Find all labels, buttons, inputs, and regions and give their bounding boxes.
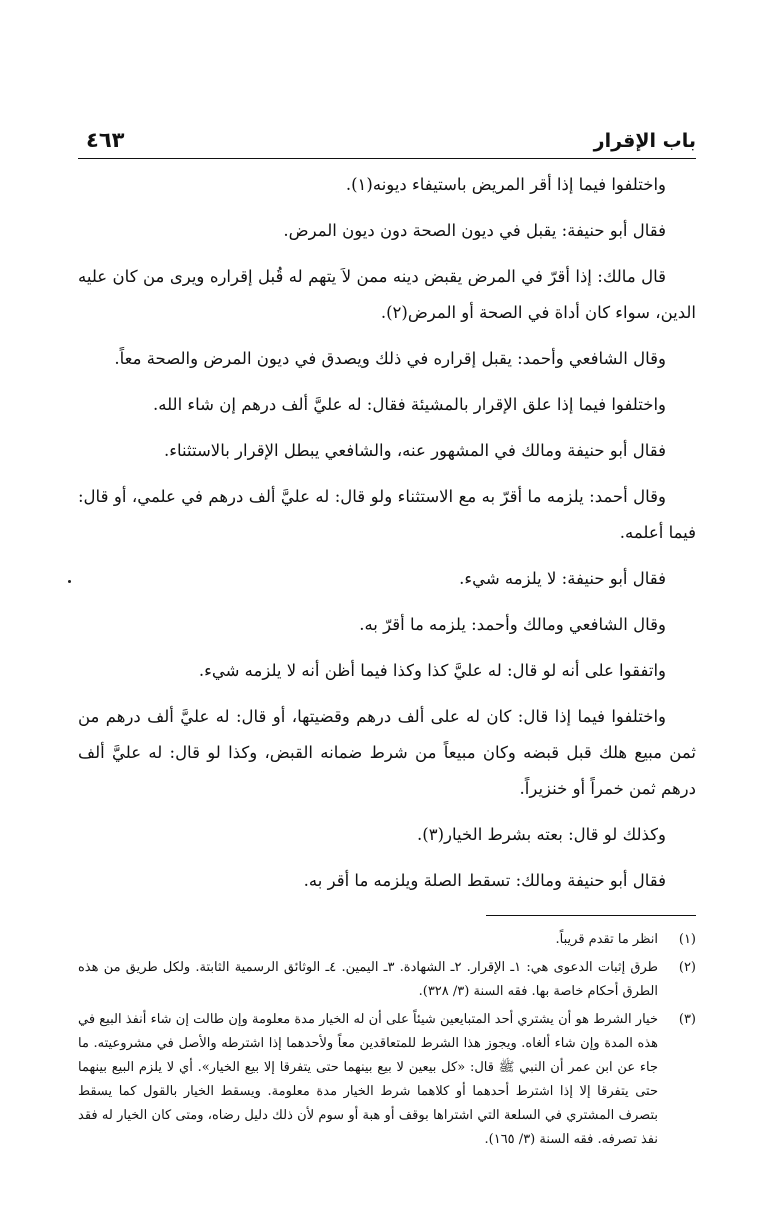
paragraph: فقال أبو حنيفة ومالك: تسقط الصلة ويلزمه ما أقر به. [303, 871, 666, 890]
footnote [78, 956, 696, 1004]
paragraph: واتفقوا على أنه لو قال: له عليَّ كذا وكذا فيما أظن أنه لا يلزمه شيء. [198, 661, 666, 680]
footnote-number: (٣) [678, 1012, 696, 1027]
paragraph: واختلفوا فيما إذا علق الإقرار بالمشيئة فقال: له عليَّ ألف درهم إن شاء الله. [152, 395, 666, 414]
paragraph: فقال أبو حنيفة ومالك في المشهور عنه، والشافعي يبطل الإقرار بالاستثناء. [163, 441, 666, 460]
footnote [78, 1008, 696, 1152]
paragraph: واختلفوا فيما إذا قال: كان له على ألف درهم وقضيتها، أو قال: له عليَّ ألف درهم من ثمن مبيع هلك قبل قبضه وكان مبيعاً من شرط ضمانه القبض، وكذا لو قال: له عليَّ ألف درهم ثمن خمراً أو خنزيراً. [78, 707, 696, 798]
paragraph: واختلفوا فيما إذا أقر المريض باستيفاء ديونه(١). [345, 175, 666, 194]
main-text [78, 167, 696, 899]
paragraph: فقال أبو حنيفة: يقبل في ديون الصحة دون ديون المرض. [283, 221, 666, 240]
footnotes [78, 928, 696, 1152]
footnote-text: انظر ما تقدم قريباً. [555, 932, 658, 947]
paragraph: قال مالك: إذا أقرّ في المرض يقبض دينه ممن لاَ يتهم له قُبل إقراره ويرى من كان عليه الدين، سواء كان أداة في الصحة أو المرض(٢). [78, 267, 696, 322]
page-header [78, 128, 696, 159]
footnote-text: خيار الشرط هو أن يشتري أحد المتبايعين شيئاً على أن له الخيار مدة معلومة وإن طالت إن شاء أنفذ البيع في هذه المدة وإن شاء ألغاه. ويجوز هذا الشرط للمتعاقدين معاً ولأحدهما إذا اشترطه والأصل في مشروعيته. ما جاء عن ابن عمر أن النبي ﷺ قال: «كل بيعين لا بيع بينهما حتى يتفرقا إلا بيع الخيار». أي لا يلزم البيع بينهما حتى يتفرقا إلا إذا اشترط أحدهما أو كلاهما شرط الخيار مدة معلومة. ويسقط الخيار بالقول كما يسقط بتصرف المشتري في السلعة التي اشتراها بوقف أو هبة أو سوم لأن ذلك دليل رضاه، ومتى كان الخيار له فقد نفذ تصرفه. فقه السنة (٣/ ١٦٥). [78, 1012, 658, 1147]
footnote [78, 928, 696, 952]
page-number: ٤٦٣ [86, 128, 125, 152]
book-page [78, 128, 696, 1156]
margin-dot [68, 580, 71, 583]
paragraph: فقال أبو حنيفة: لا يلزمه شيء. [459, 569, 666, 588]
paragraph: وقال الشافعي ومالك وأحمد: يلزمه ما أقرّ به. [359, 615, 666, 634]
paragraph: وكذلك لو قال: بعته بشرط الخيار(٣). [417, 825, 666, 844]
footnote-number: (١) [678, 932, 696, 947]
paragraph: وقال أحمد: يلزمه ما أقرّ به مع الاستثناء ولو قال: له عليَّ ألف درهم في علمي، أو قال: فيما أعلمه. [78, 487, 696, 542]
paragraph: وقال الشافعي وأحمد: يقبل إقراره في ذلك ويصدق في ديون المرض والصحة معاً. [114, 349, 666, 368]
running-title: باب الإقرار [593, 130, 696, 152]
footnote-separator [486, 915, 696, 916]
footnote-text: طرق إثبات الدعوى هي: ١ـ الإقرار. ٢ـ الشهادة. ٣ـ اليمين. ٤ـ الوثائق الرسمية الثابتة. ولكل طريق من هذه الطرق أحكام خاصة بها. فقه السنة (٣/ ٣٢٨). [78, 960, 658, 999]
footnote-separator-wrap [78, 915, 696, 916]
footnote-number: (٢) [678, 960, 696, 975]
